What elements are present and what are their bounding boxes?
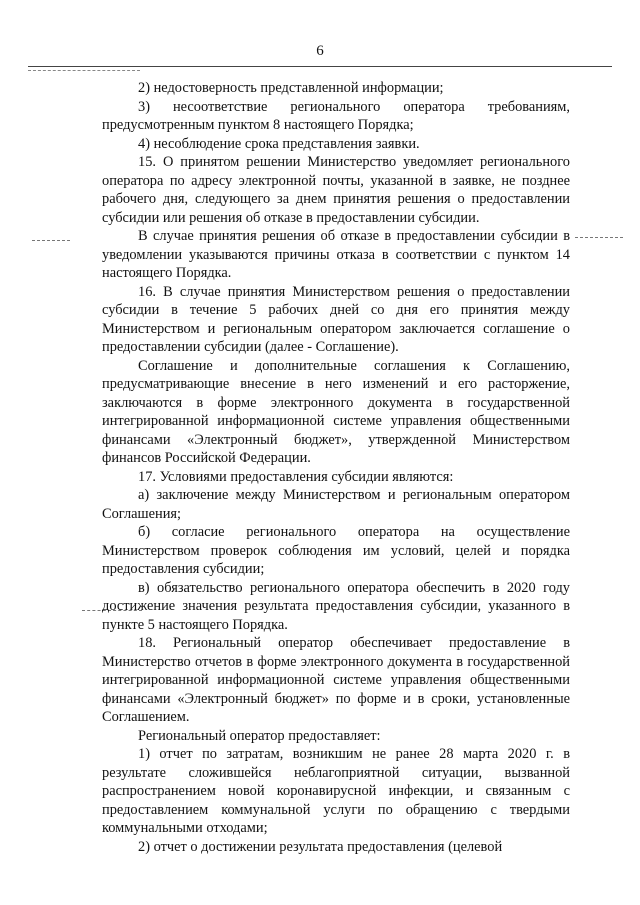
paragraph: 2) отчет о достижении результата предоставления (целевой bbox=[138, 838, 503, 855]
right-margin-scan-mark bbox=[575, 237, 623, 238]
paragraph: Соглашение и дополнительные соглашения к Соглашению, предусматривающие внесение в него изменений и его расторжение, заключаются в форме электронного документа в государственной интегрированной информационной системе управления общественными финансами «Электронный бюджет», утвержденной Министерством финансов Российской Федерации. bbox=[102, 357, 570, 466]
paragraph: в) обязательство регионального оператора обеспечить в 2020 году достижение значения результата предоставления субсидии, указанного в пункте 5 настоящего Порядка. bbox=[102, 579, 570, 633]
paragraph: Региональный оператор предоставляет: bbox=[138, 727, 381, 744]
paragraph: 1) отчет по затратам, возникшим не ранее 28 марта 2020 г. в результате сложившейся неблагоприятной ситуации, вызванной распространением новой коронавирусной инфекции, и связанным с предоставлением коммунальной услуги по обращению с твердыми коммунальными отходами; bbox=[102, 746, 570, 836]
paragraph: 18. Региональный оператор обеспечивает предоставление в Министерство отчетов в форме электронного документа в государственной интегрированной информационной системе управления общественными финансами «Электронный бюджет» по форме и в сроки, установленные Соглашением. bbox=[102, 635, 570, 725]
paragraph: 2) недостоверность представленной информации; bbox=[138, 80, 444, 96]
paragraph: 15. О принятом решении Министерство уведомляет регионального оператора по адресу электронной почты, указанной в заявке, не позднее рабочего дня, следующего за днем принятия решения о предоставлении субсидии или решения об отказе в предоставлении субсидии. bbox=[102, 154, 570, 226]
paragraph: 4) несоблюдение срока представления заявки. bbox=[138, 135, 420, 152]
paragraph: 16. В случае принятия Министерством решения о предоставлении субсидии в течение 5 рабочих дней со дня его принятия между Министерством и региональным оператором заключается соглашение о предоставлении субсидии (далее - Соглашение). bbox=[102, 283, 570, 355]
paragraph: а) заключение между Министерством и региональным оператором Соглашения; bbox=[102, 487, 570, 522]
document-body bbox=[102, 79, 570, 856]
page-number: 6 bbox=[316, 43, 324, 59]
paragraph: б) согласие регионального оператора на осуществление Министерством проверок соблюдения им условий, целей и порядка предоставления субсидии; bbox=[102, 524, 570, 577]
left-margin-scan-mark bbox=[32, 240, 70, 241]
header-rule-dash bbox=[28, 70, 140, 71]
paragraph: В случае принятия решения об отказе в предоставлении субсидии в уведомлении указываются причины отказа в соответствии с пунктом 14 настоящего Порядка. bbox=[102, 228, 570, 281]
header-rule bbox=[28, 66, 612, 67]
paragraph: 3) несоответствие регионального оператора требованиям, предусмотренным пунктом 8 настоящего Порядка; bbox=[102, 98, 570, 133]
paragraph: 17. Условиями предоставления субсидии являются: bbox=[138, 468, 454, 485]
